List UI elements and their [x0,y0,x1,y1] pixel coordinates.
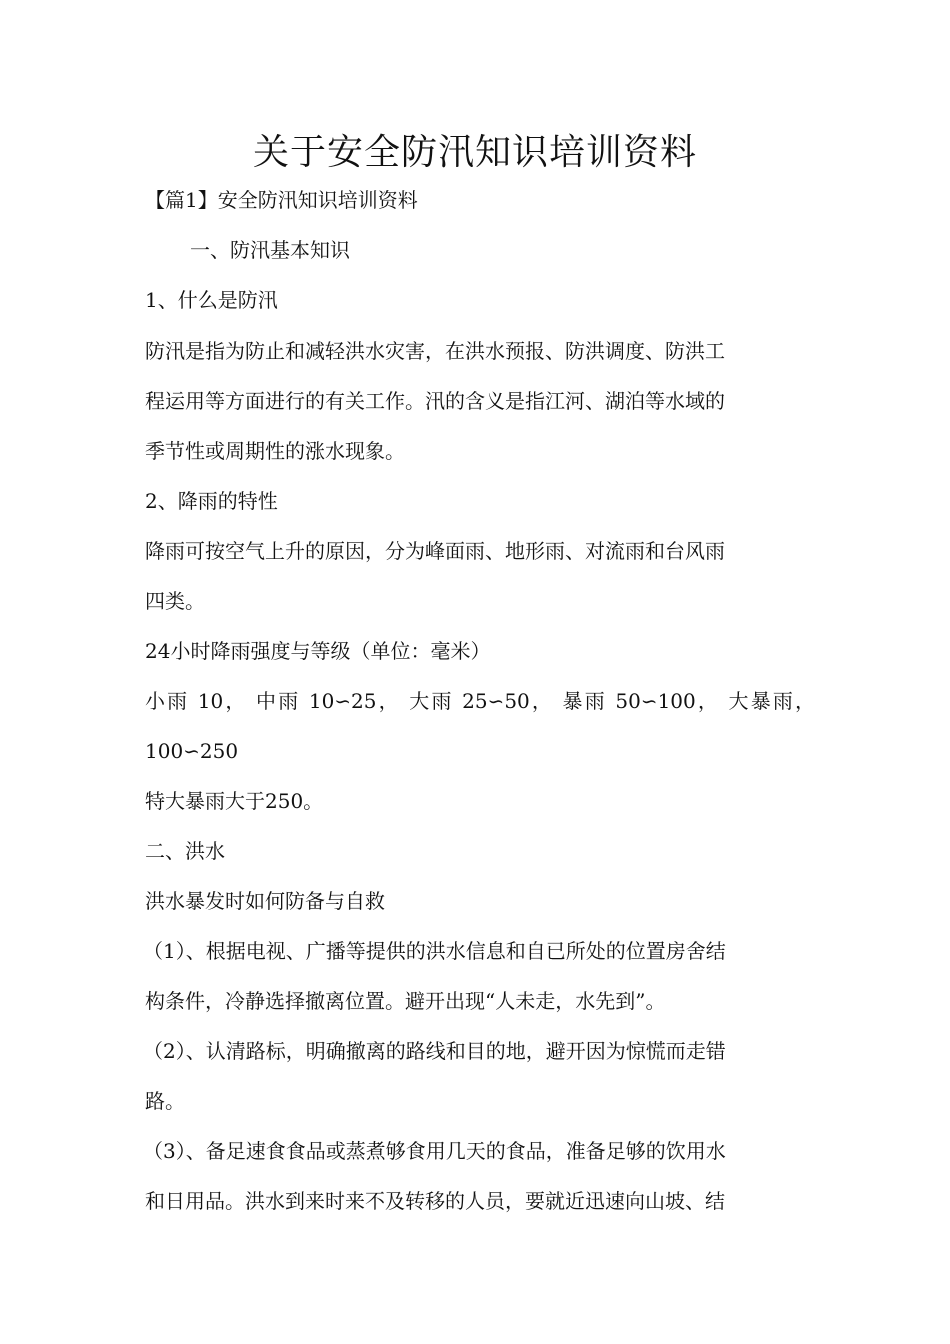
heading-basic-knowledge: 一、防汛基本知识 [190,238,350,262]
paragraph-line: 程运用等方面进行的有关工作。汛的含义是指江河、湖泊等水域的 [145,389,725,413]
paragraph-line: 降雨可按空气上升的原因，分为峰面雨、地形雨、对流雨和台风雨 [145,539,725,563]
heading-flood: 二、洪水 [145,839,225,863]
list-item-line: （3）、备足速食食品或蒸煮够食用几天的食品，准备足够的饮用水 [143,1139,726,1163]
list-item-line: （2）、认清路标，明确撤离的路线和目的地，避开因为惊慌而走错 [143,1039,726,1063]
paragraph-line: 特大暴雨大于250。 [145,789,324,813]
heading-what-is-flood-control: 1、什么是防汛 [145,288,278,312]
rainfall-intensity-heading: 24小时降雨强度与等级（单位：毫米） [145,639,491,663]
paragraph-line: 防汛是指为防止和减轻洪水灾害，在洪水预报、防洪调度、防洪工 [145,339,725,363]
list-item-line: 构条件，冷静选择撤离位置。避开出现“人未走，水先到”。 [145,989,666,1013]
heading-flood-self-rescue: 洪水暴发时如何防备与自救 [145,889,385,913]
document-title: 关于安全防汛知识培训资料 [252,132,697,173]
paragraph-line: 季节性或周期性的涨水现象。 [145,439,405,463]
section-heading-part1: 【篇1】安全防汛知识培训资料 [145,188,418,212]
rainfall-levels-line: 100∽250 [145,739,239,763]
list-item-line: 路。 [145,1089,185,1113]
heading-rainfall-characteristics: 2、降雨的特性 [145,489,278,513]
list-item-line: 和日用品。洪水到来时来不及转移的人员，要就近迅速向山坡、结 [145,1189,725,1213]
list-item-line: （1）、根据电视、广播等提供的洪水信息和自已所处的位置房舍结 [143,939,726,963]
paragraph-line: 四类。 [145,589,205,613]
rainfall-levels-line: 小雨 10， 中雨 10∽25， 大雨 25∽50， 暴雨 50∽100， 大暴雨， [145,689,815,713]
